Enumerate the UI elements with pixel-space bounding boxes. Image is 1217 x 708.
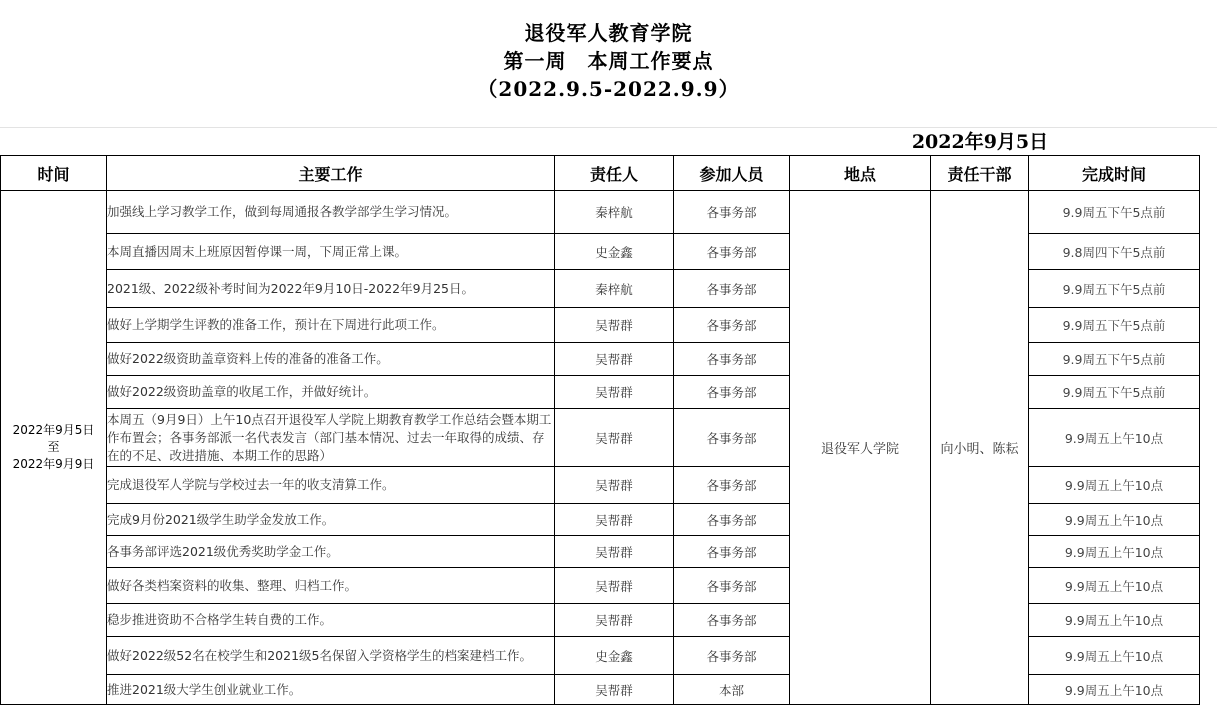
deadline-cell: 9.9周五上午10点 [1029, 604, 1200, 637]
owner-cell: 吴帮群 [555, 675, 674, 705]
col-header-location: 地点 [790, 156, 931, 191]
header-row [1, 156, 1200, 191]
participants-cell: 各事务部 [674, 536, 790, 568]
deadline-cell: 9.9周五下午5点前 [1029, 270, 1200, 308]
participants-cell: 各事务部 [674, 504, 790, 536]
owner-cell: 吴帮群 [555, 409, 674, 467]
participants-cell: 各事务部 [674, 637, 790, 675]
date-heading: 2022年9月5日 [911, 131, 1049, 153]
participants-cell: 各事务部 [674, 191, 790, 234]
col-header-work: 主要工作 [107, 156, 555, 191]
work-cell: 推进2021级大学生创业就业工作。 [107, 675, 555, 705]
work-cell: 2021级、2022级补考时间为2022年9月10日-2022年9月25日。 [107, 270, 555, 308]
participants-cell: 各事务部 [674, 467, 790, 504]
participants-cell: 本部 [674, 675, 790, 705]
work-cell: 完成退役军人学院与学校过去一年的收支清算工作。 [107, 467, 555, 504]
deadline-cell: 9.9周五上午10点 [1029, 637, 1200, 675]
deadline-cell: 9.9周五上午10点 [1029, 409, 1200, 467]
location-cell: 退役军人学院 [790, 191, 931, 705]
owner-cell: 吴帮群 [555, 376, 674, 409]
work-cell: 本周直播因周末上班原因暂停课一周，下周正常上课。 [107, 234, 555, 270]
participants-cell: 各事务部 [674, 409, 790, 467]
participants-cell: 各事务部 [674, 376, 790, 409]
owner-cell: 吴帮群 [555, 504, 674, 536]
owner-cell: 秦梓航 [555, 270, 674, 308]
deadline-cell: 9.9周五上午10点 [1029, 675, 1200, 705]
work-cell: 稳步推进资助不合格学生转自费的工作。 [107, 604, 555, 637]
org-title: 退役军人教育学院 [524, 21, 693, 45]
owner-cell: 吴帮群 [555, 568, 674, 604]
deadline-cell: 9.9周五上午10点 [1029, 568, 1200, 604]
owner-cell: 吴帮群 [555, 308, 674, 343]
owner-cell: 吴帮群 [555, 343, 674, 376]
time-span-cell [1, 191, 107, 705]
deadline-cell: 9.9周五下午5点前 [1029, 308, 1200, 343]
participants-cell: 各事务部 [674, 270, 790, 308]
time-span-end: 2022年9月9日 [12, 457, 95, 471]
work-cell: 完成9月份2021级学生助学金发放工作。 [107, 504, 555, 536]
participants-cell: 各事务部 [674, 343, 790, 376]
owner-cell: 吴帮群 [555, 604, 674, 637]
deadline-cell: 9.9周五上午10点 [1029, 467, 1200, 504]
work-cell: 加强线上学习教学工作，做到每周通报各教学部学生学习情况。 [107, 191, 555, 234]
work-cell: 做好2022级52名在校学生和2021级5名保留入学资格学生的档案建档工作。 [107, 637, 555, 675]
work-cell: 做好上学期学生评教的准备工作，预计在下周进行此项工作。 [107, 308, 555, 343]
week-title: 第一周 本周工作要点 [503, 49, 714, 73]
work-cell: 做好各类档案资料的收集、整理、归档工作。 [107, 568, 555, 604]
col-header-participants: 参加人员 [674, 156, 790, 191]
work-cell: 做好2022级资助盖章资料上传的准备的准备工作。 [107, 343, 555, 376]
schedule-table [0, 155, 1200, 705]
col-header-cadre: 责任干部 [931, 156, 1029, 191]
participants-cell: 各事务部 [674, 568, 790, 604]
col-header-time: 时间 [1, 156, 107, 191]
owner-cell: 吴帮群 [555, 467, 674, 504]
owner-cell: 吴帮群 [555, 536, 674, 568]
owner-cell: 史金鑫 [555, 234, 674, 270]
participants-cell: 各事务部 [674, 234, 790, 270]
time-span-to: 至 [47, 440, 60, 454]
table-row [1, 191, 1200, 234]
owner-cell: 秦梓航 [555, 191, 674, 234]
col-header-owner: 责任人 [555, 156, 674, 191]
deadline-cell: 9.9周五下午5点前 [1029, 343, 1200, 376]
time-span-start: 2022年9月5日 [12, 423, 95, 437]
header-divider [0, 127, 1217, 128]
deadline-cell: 9.9周五下午5点前 [1029, 191, 1200, 234]
cadre-cell: 向小明、陈耘 [931, 191, 1029, 705]
work-cell: 做好2022级资助盖章的收尾工作，并做好统计。 [107, 376, 555, 409]
deadline-cell: 9.9周五上午10点 [1029, 504, 1200, 536]
work-cell: 本周五（9月9日）上午10点召开退役军人学院上期教育教学工作总结会暨本期工作布置会；各事务部派一名代表发言（部门基本情况、过去一年取得的成绩、存在的不足、改进措施、本期工作的思路） [107, 409, 555, 467]
deadline-cell: 9.9周五下午5点前 [1029, 376, 1200, 409]
date-range: （2022.9.5-2022.9.9） [477, 77, 740, 101]
deadline-cell: 9.8周四下午5点前 [1029, 234, 1200, 270]
work-cell: 各事务部评选2021级优秀奖助学金工作。 [107, 536, 555, 568]
deadline-cell: 9.9周五上午10点 [1029, 536, 1200, 568]
owner-cell: 史金鑫 [555, 637, 674, 675]
participants-cell: 各事务部 [674, 604, 790, 637]
col-header-deadline: 完成时间 [1029, 156, 1200, 191]
participants-cell: 各事务部 [674, 308, 790, 343]
